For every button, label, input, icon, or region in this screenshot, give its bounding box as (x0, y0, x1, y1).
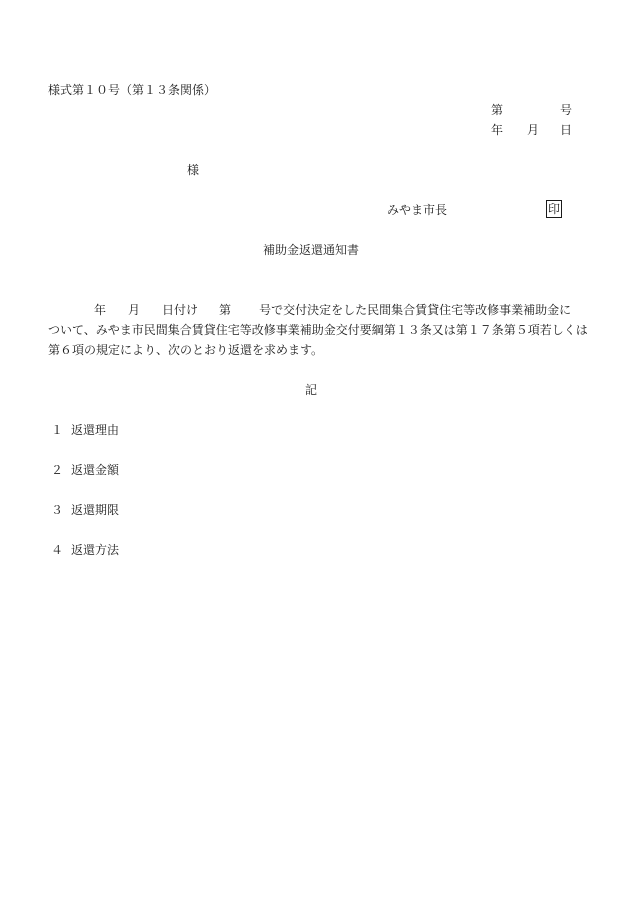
item-number: ２ (51, 463, 64, 477)
form-number: 様式第１０号（第１３条関係） (48, 83, 217, 97)
list-item (51, 464, 119, 476)
ki-heading: 記 (305, 383, 318, 397)
list-item (51, 504, 119, 516)
list-item (51, 544, 119, 556)
body-dated-label: 日付け (162, 303, 199, 317)
item-label: 返還金額 (71, 463, 120, 477)
body-number-prefix: 第 (219, 303, 232, 317)
item-label: 返還期限 (71, 503, 120, 517)
item-label: 返還理由 (71, 423, 120, 437)
body-line-3: 第６項の規定により、次のとおり返還を求めます。 (48, 343, 324, 357)
body-line-1 (48, 304, 571, 316)
issuer-name: みやま市長 (387, 203, 448, 217)
item-number: １ (51, 423, 64, 437)
date-year-label: 年 (491, 123, 504, 137)
document-number-prefix: 第 (491, 103, 504, 117)
seal-stamp: 印 (548, 202, 561, 216)
document-title: 補助金返還通知書 (263, 243, 360, 257)
body-month-label: 月 (128, 303, 141, 317)
addressee-honorific: 様 (187, 163, 200, 177)
item-number: ３ (51, 503, 64, 517)
document-number-suffix: 号 (560, 103, 573, 117)
body-year-label: 年 (94, 303, 107, 317)
list-item (51, 424, 119, 436)
date-day-label: 日 (560, 123, 573, 137)
item-label: 返還方法 (71, 543, 120, 557)
body-line-1-text: 号で交付決定をした民間集合賃貸住宅等改修事業補助金に (259, 303, 572, 317)
body-line-2: ついて、みやま市民間集合賃貸住宅等改修事業補助金交付要綱第１３条又は第１７条第５項若しくは (48, 323, 588, 337)
date-month-label: 月 (527, 123, 540, 137)
item-number: ４ (51, 543, 64, 557)
